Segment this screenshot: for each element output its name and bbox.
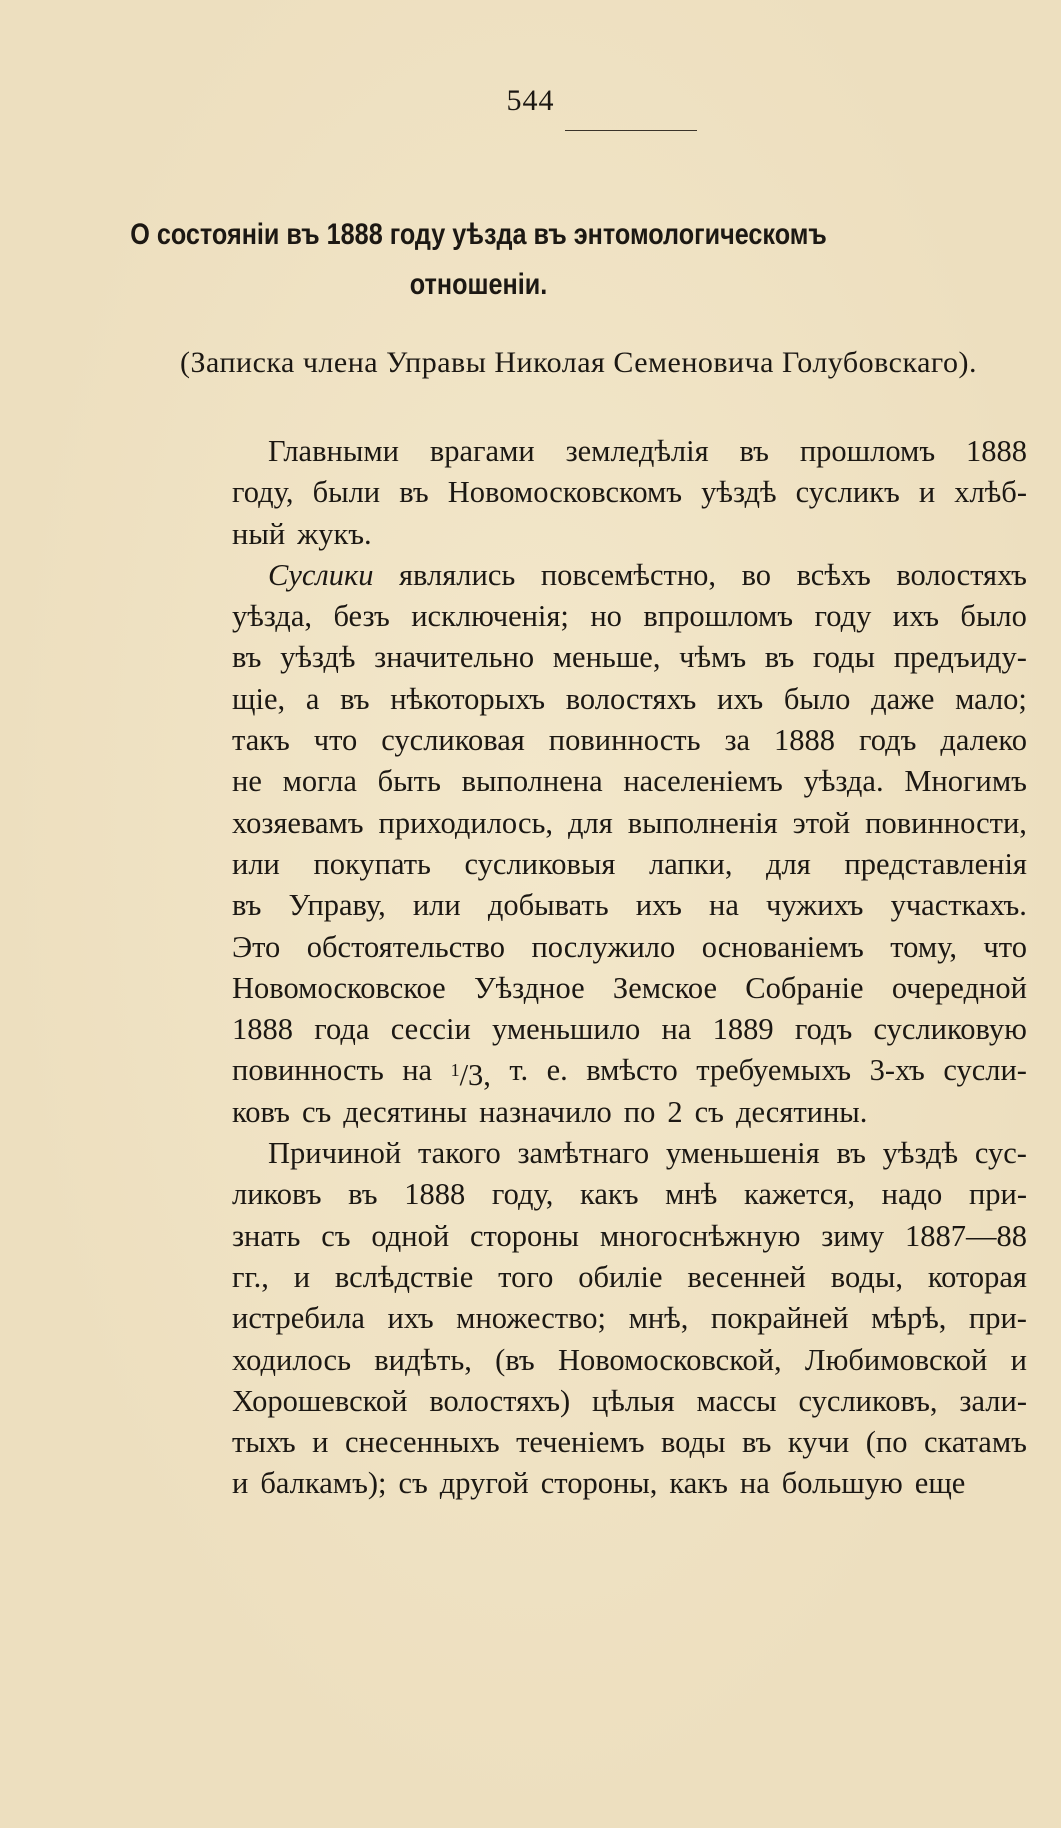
text-line: и балкамъ); съ другой стороны, какъ на большую еще — [232, 1466, 966, 1501]
text-line: такъ что сусликовая повинность за 1888 годъ далеко — [232, 723, 1027, 758]
text-line: въ Управу, или добывать ихъ на чужихъ участкахъ. — [232, 888, 1027, 923]
text-line: въ уѣздѣ значительно меньше, чѣмъ въ годы предъиду- — [232, 640, 1027, 675]
text-line: или покупать сусликовыя лапки, для представленiя — [232, 846, 1027, 881]
text-line: хозяевамъ приходилось, для выполненiя этой повинности, — [232, 805, 1027, 840]
page-number-underline — [565, 130, 697, 131]
article-title — [33, 210, 924, 310]
text-line: Это обстоятельство послужило основанiемъ тому, что — [232, 929, 1027, 964]
text-line: истребила ихъ множество; мнѣ, покрайней мѣрѣ, при- — [232, 1301, 1027, 1336]
paragraph — [232, 1133, 1027, 1505]
paragraph — [232, 555, 1027, 1133]
text-line: Новомосковское Уѣздное Земское Собранiе очередной — [232, 970, 1027, 1005]
text-line: Главными врагами земледѣлiя въ прошломъ 1888 — [268, 434, 1027, 468]
text-line: не могла быть выполнена населенiемъ уѣзда. Многимъ — [232, 764, 1027, 799]
text-line: Суслики являлись повсемѣстно, во всѣхъ волостяхъ — [268, 557, 1027, 592]
text-line: ковъ съ десятины назначило по 2 съ десятины. — [232, 1094, 868, 1129]
article-subtitle: (Записка члена Управы Николая Семеновича Голубовскаго). — [180, 346, 977, 379]
page-number: 544 — [506, 84, 555, 117]
text-line: тыхъ и снесенныхъ теченiемъ воды въ кучи (по скатамъ — [232, 1425, 1027, 1460]
text-line: году, были въ Новомосковскомъ уѣздѣ сусликъ и хлѣб- — [232, 475, 1027, 510]
text-line: уѣзда, безъ исключенiя; но впрошломъ году ихъ было — [232, 599, 1027, 634]
text-line: Хорошевской волостяхъ) цѣлыя массы сусликовъ, зали- — [232, 1383, 1027, 1418]
title-line-2: отношенiи. — [409, 268, 548, 301]
text-line: ходилось видѣть, (въ Новомосковской, Любимовской и — [232, 1342, 1027, 1377]
text-line: ный жукъ. — [232, 516, 372, 551]
article-body — [232, 431, 1027, 1505]
text-line: знать съ одной стороны многоснѣжную зиму 1887—88 — [232, 1218, 1027, 1253]
text-line: повинность на $^1$/3, т. е. вмѣсто требуемыхъ 3-хъ сусли- — [232, 1053, 1027, 1093]
text-line: гг., и вслѣдствiе того обилiе весенней воды, которая — [232, 1259, 1027, 1294]
paragraph — [232, 431, 1027, 555]
text-line: ликовъ въ 1888 году, какъ мнѣ кажется, надо при- — [232, 1177, 1027, 1212]
text-line: Причиной такого замѣтнаго уменьшенiя въ уѣздѣ сус- — [268, 1136, 1027, 1171]
title-line-1: О состоянiи въ 1888 году уѣзда въ энтомологическомъ — [130, 218, 827, 251]
text-line: щiе, а въ нѣкоторыхъ волостяхъ ихъ было даже мало; — [232, 681, 1027, 716]
text-line: 1888 года сессiи уменьшило на 1889 годъ сусликовую — [232, 1012, 1027, 1047]
